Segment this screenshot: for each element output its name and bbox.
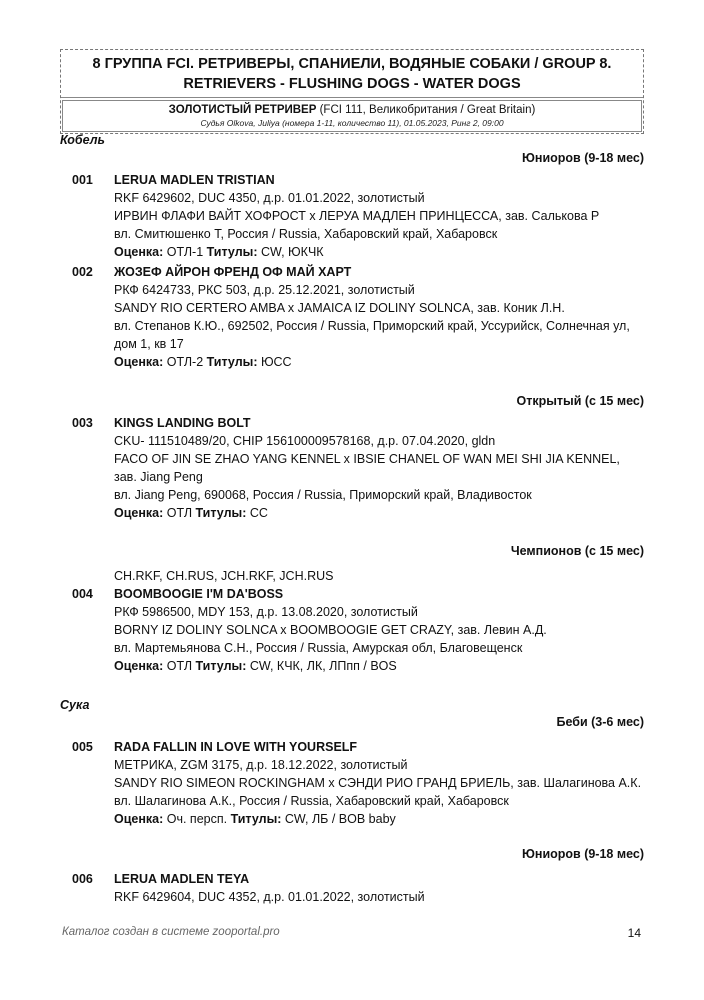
titles-label: Титулы: [230,812,282,826]
registration: РКФ 6424733, РКС 503, д.р. 25.12.2021, золотистый [114,283,415,297]
grade: Оч. персп. [163,812,231,826]
dog-name: LERUA MADLEN TEYA [114,872,250,886]
titles-label: Титулы: [206,355,258,369]
dog-name: ЖОЗЕФ АЙРОН ФРЕНД ОФ МАЙ ХАРТ [114,265,352,279]
registration: МЕТРИКА, ZGM 3175, д.р. 18.12.2022, золотистый [114,758,408,772]
result [114,353,654,371]
grade-label: Оценка: [114,355,164,369]
entry-number: 002 [72,265,93,279]
class-open: Открытый (с 15 мес) [516,394,644,408]
class-baby: Беби (3-6 мес) [556,715,644,729]
grade: ОТЛ [163,659,196,673]
entry-number: 005 [72,740,93,754]
footer-catalog-note: Каталог создан в системе zooportal.pro [62,926,280,938]
section-male: Кобель [60,133,105,147]
titles-label: Титулы: [195,506,247,520]
parents-breeder: FACO OF JIN SE ZHAO YANG KENNEL x IBSIE CHANEL OF WAN MEI SHI JIA KENNEL, зав. Jiang Peng [114,452,620,484]
result [114,243,654,261]
breed-name: ЗОЛОТИСТЫЙ РЕТРИВЕР [168,104,317,116]
grade-label: Оценка: [114,659,164,673]
entry-number: 006 [72,872,93,886]
registration: CKU- 111510489/20, CHIP 156100009578168, д.р. 07.04.2020, gldn [114,434,496,448]
breed-line [67,103,637,118]
result [114,504,654,522]
entry-number: 001 [72,173,93,187]
grade: ОТЛ-2 [163,355,207,369]
dog-name: BOOMBOOGIE I'M DA'BOSS [114,587,284,601]
titles: CW, КЧК, ЛК, ЛПпп / BOS [246,659,397,673]
section-female: Сука [60,698,90,712]
dog-name: KINGS LANDING BOLT [114,416,251,430]
result [114,657,654,675]
registration: РКФ 5986500, MDY 153, д.р. 13.08.2020, золотистый [114,605,418,619]
titles: ЮСС [257,355,292,369]
parents-breeder: BORNY IZ DOLINY SOLNCA х BOOMBOOGIE GET CRAZY, зав. Левин А.Д. [114,623,547,637]
dog-name: RADA FALLIN IN LOVE WITH YOURSELF [114,740,358,754]
parents-breeder: SANDY RIO SIMEON ROCKINGHAM х СЭНДИ РИО ГРАНД БРИЕЛЬ, зав. Шалагинова А.К. [114,776,642,790]
class-juniors-female: Юниоров (9-18 мес) [522,847,644,861]
grade: ОТЛ-1 [163,245,207,259]
owner: вл. Степанов К.Ю., 692502, Россия / Russia, Приморский край, Уссурийск, Солнечная ул, дом 1, кв 17 [114,319,630,351]
owner: вл. Мартемьянова С.Н., Россия / Russia, Амурская обл, Благовещенск [114,641,523,655]
titles-label: Титулы: [206,245,258,259]
titles-label: Титулы: [195,659,247,673]
class-champions: Чемпионов (с 15 мес) [510,544,644,558]
owner: вл. Шалагинова А.К., Россия / Russia, Хабаровский край, Хабаровск [114,794,509,808]
grade: ОТЛ [163,506,196,520]
entry-number: 004 [72,587,93,601]
owner: вл. Jiang Peng, 690068, Россия / Russia, Приморский край, Владивосток [114,488,532,502]
dog-name: LERUA MADLEN TRISTIAN [114,173,275,187]
group-header [60,49,644,134]
breed-info: (FCI 111, Великобритания / Great Britain) [316,104,536,116]
group-title [61,50,643,98]
titles: СС [246,506,268,520]
grade-label: Оценка: [114,812,164,826]
judge-line: Судья Olkova, Juliya (номера 1-11, количество 11), 01.05.2023, Ринг 2, 09:00 [200,118,504,128]
entry-number: 003 [72,416,93,430]
registration: RKF 6429604, DUC 4352, д.р. 01.01.2022, золотистый [114,890,425,904]
titles: CW, ЛБ / BOB baby [281,812,396,826]
grade-label: Оценка: [114,245,164,259]
class-juniors: Юниоров (9-18 мес) [522,151,644,165]
result [114,810,654,828]
group-title-line1: 8 ГРУППА FCI. РЕТРИВЕРЫ, СПАНИЕЛИ, ВОДЯНЫЕ СОБАКИ / GROUP 8. [92,56,612,72]
grade-label: Оценка: [114,506,164,520]
page-number: 14 [627,926,641,940]
registration: RKF 6429602, DUC 4350, д.р. 01.01.2022, золотистый [114,191,425,205]
parents-breeder: ИРВИН ФЛАФИ ВАЙТ ХОФРОСТ х ЛЕРУА МАДЛЕН ПРИНЦЕССА, зав. Салькова Р [114,209,600,223]
owner: вл. Смитюшенко Т, Россия / Russia, Хабаровский край, Хабаровск [114,227,498,241]
breed-box [62,100,642,132]
titles: CW, ЮКЧК [257,245,324,259]
group-title-line2: RETRIEVERS - FLUSHING DOGS - WATER DOGS [183,76,521,92]
parents-breeder: SANDY RIO CERTERO AMBA х JAMAICA IZ DOLINY SOLNCA, зав. Коник Л.Н. [114,301,565,315]
pre-titles: CH.RKF, CH.RUS, JCH.RKF, JCH.RUS [114,569,334,583]
